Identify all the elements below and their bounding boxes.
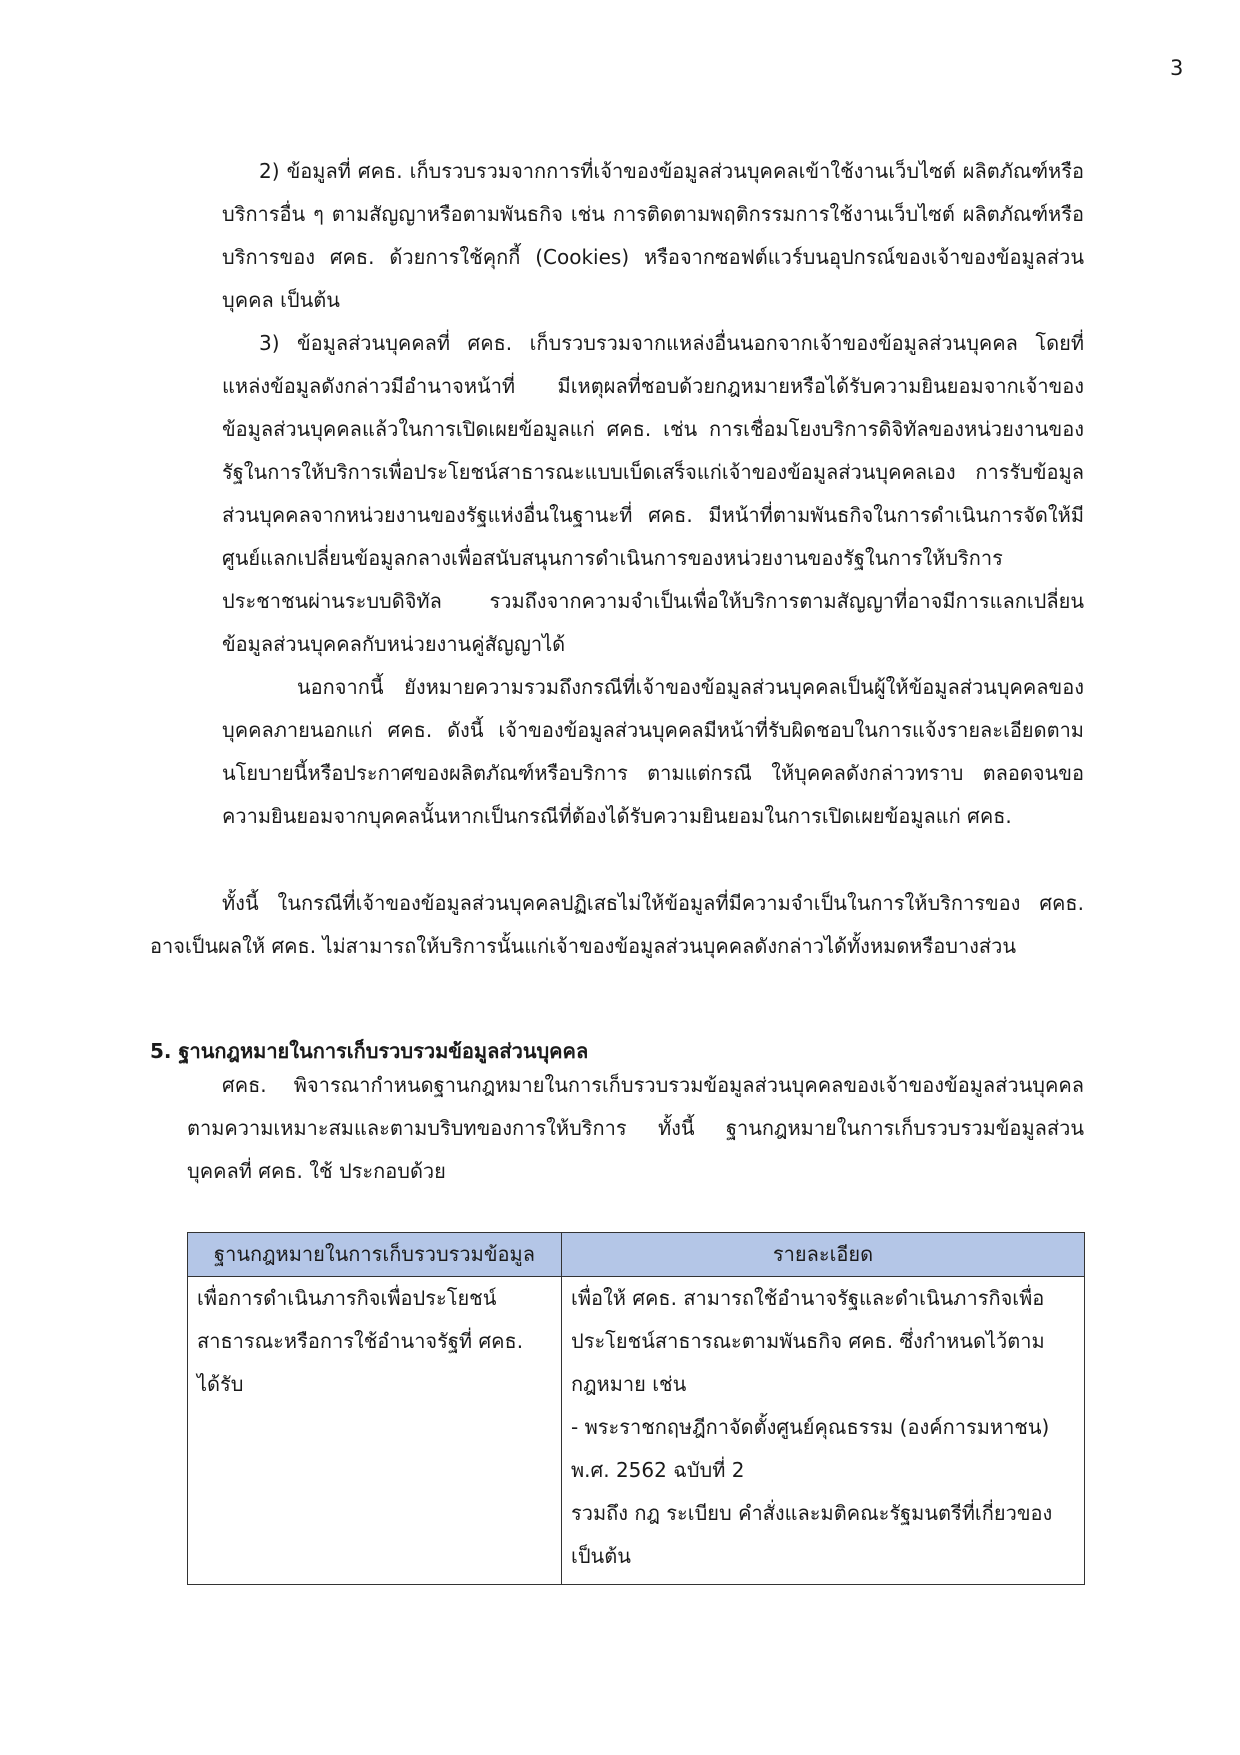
table-cell-line: เพื่อให้ ศคธ. สามารถใช้อำนาจรัฐและดำเนินภารกิจเพื่อ <box>571 1286 1045 1310</box>
paragraph-item-3: 3) ข้อมูลส่วนบุคคลที่ ศคธ. เก็บรวบรวมจากแหล่งอื่นนอกจากเจ้าของข้อมูลส่วนบุคคล โดยที่แหล่งข้อมูลดังกล่าวมีอำนาจหน้าที่ มีเหตุผลที่ชอบด้วยกฎหมายหรือได้รับความยินยอมจากเจ้าของข้อมูลส่วนบุคคลแล้วในการเปิดเผยข้อมูลแก่ ศคธ. เช่น การเชื่อมโยงบริการดิจิทัลของหน่วยงานของรัฐในการให้บริการเพื่อประโยชน์สาธารณะแบบเบ็ดเสร็จแก่เจ้าของข้อมูลส่วนบุคคลเอง การรับข้อมูลส่วนบุคคลจากหน่วยงานของรัฐแห่งอื่นในฐานะที่ ศคธ. มีหน้าที่ตามพันธกิจในการดำเนินการจัดให้มีศูนย์แลกเปลี่ยนข้อมูลกลางเพื่อสนับสนุนการดำเนินการของหน่วยงานของรัฐในการให้บริการประชาชนผ่านระบบดิจิทัล รวมถึงจากความจำเป็นเพื่อให้บริการตามสัญญาที่อาจมีการแลกเปลี่ยนข้อมูลส่วนบุคคลกับหน่วยงานคู่สัญญาได้ <box>222 331 1084 656</box>
legal-basis-table <box>187 1232 1085 1585</box>
page-number: 3 <box>1170 56 1184 80</box>
table-cell-line: สาธารณะหรือการใช้อำนาจรัฐที่ ศคธ. <box>197 1329 524 1353</box>
table-cell-line: พ.ศ. 2562 ฉบับที่ 2 <box>571 1458 745 1482</box>
table-cell-line: ประโยชน์สาธารณะตามพันธกิจ ศคธ. ซึ่งกำหนดไว้ตาม <box>571 1329 1045 1353</box>
table-cell-line: - พระราชกฤษฎีกาจัดตั้งศูนย์คุณธรรม (องค์การมหาชน) <box>571 1415 1050 1439</box>
table-cell-legal-basis <box>188 1277 562 1585</box>
section-5-heading: 5. ฐานกฎหมายในการเก็บรวบรวมข้อมูลส่วนบุคคล <box>150 1039 589 1063</box>
table-header-row <box>188 1233 1085 1277</box>
table-header-details: รายละเอียด <box>562 1233 1085 1277</box>
table-cell-line: รวมถึง กฎ ระเบียบ คำสั่งและมติคณะรัฐมนตรีที่เกี่ยวของ <box>571 1501 1053 1525</box>
table-header-legal-basis: ฐานกฎหมายในการเก็บรวบรวมข้อมูล <box>188 1233 562 1277</box>
table-cell-details <box>562 1277 1085 1585</box>
table-cell-line: ได้รับ <box>197 1372 244 1396</box>
paragraph-third-party-data: นอกจากนี้ ยังหมายความรวมถึงกรณีที่เจ้าของข้อมูลส่วนบุคคลเป็นผู้ให้ข้อมูลส่วนบุคคลของบุคคลภายนอกแก่ ศคธ. ดังนี้ เจ้าของข้อมูลส่วนบุคคลมีหน้าที่รับผิดชอบในการแจ้งรายละเอียดตามนโยบายนี้หรือประกาศของผลิตภัณฑ์หรือบริการ ตามแต่กรณี ให้บุคคลดังกล่าวทราบ ตลอดจนขอความยินยอมจากบุคคลนั้นหากเป็นกรณีที่ต้องได้รับความยินยอมในการเปิดเผยข้อมูลแก่ ศคธ. <box>222 675 1084 828</box>
table-cell-line: กฎหมาย เช่น <box>571 1372 687 1396</box>
table-row <box>188 1277 1085 1585</box>
table-cell-line: เป็นต้น <box>571 1544 631 1568</box>
paragraph-item-2: 2) ข้อมูลที่ ศคธ. เก็บรวบรวมจากการที่เจ้าของข้อมูลส่วนบุคคลเข้าใช้งานเว็บไซต์ ผลิตภัณฑ์หรือบริการอื่น ๆ ตามสัญญาหรือตามพันธกิจ เช่น การติดตามพฤติกรรมการใช้งานเว็บไซต์ ผลิตภัณฑ์หรือบริการของ ศคธ. ด้วยการใช้คุกกี้ (Cookies) หรือจากซอฟต์แวร์บนอุปกรณ์ของเจ้าของข้อมูลส่วนบุคคล เป็นต้น <box>222 159 1084 312</box>
section-5-intro: ศคธ. พิจารณากำหนดฐานกฎหมายในการเก็บรวบรวมข้อมูลส่วนบุคคลของเจ้าของข้อมูลส่วนบุคคลตามความเหมาะสมและตามบริบทของการให้บริการ ทั้งนี้ ฐานกฎหมายในการเก็บรวบรวมข้อมูลส่วนบุคคลที่ ศคธ. ใช้ ประกอบด้วย <box>187 1073 1084 1183</box>
table-cell-line: เพื่อการดำเนินภารกิจเพื่อประโยชน์ <box>197 1286 497 1310</box>
paragraph-refusal-notice: ทั้งนี้ ในกรณีที่เจ้าของข้อมูลส่วนบุคคลปฏิเสธไม่ให้ข้อมูลที่มีความจำเป็นในการให้บริการของ ศคธ. อาจเป็นผลให้ ศคธ. ไม่สามารถให้บริการนั้นแก่เจ้าของข้อมูลส่วนบุคคลดังกล่าวได้ทั้งหมดหรือบางส่วน <box>150 891 1084 958</box>
